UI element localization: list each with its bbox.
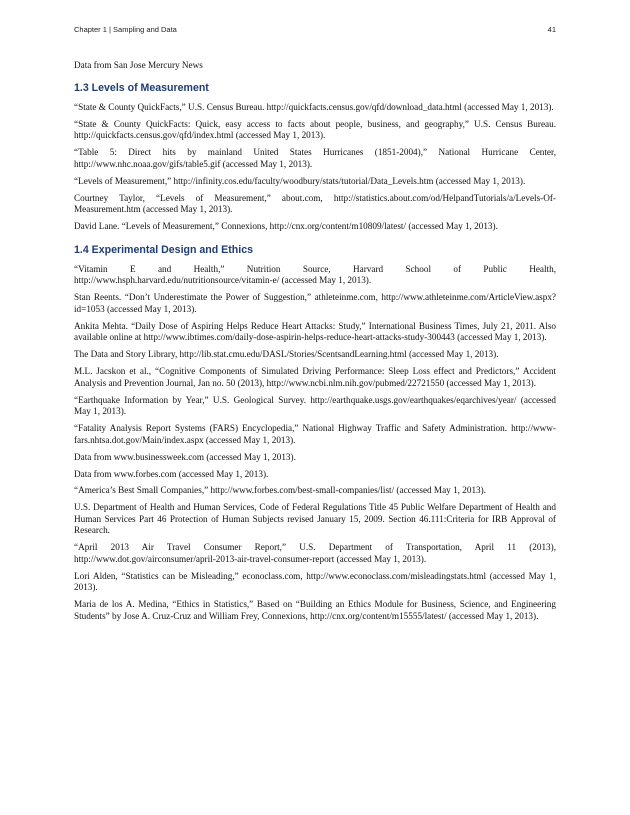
page-content [74, 59, 556, 634]
reference-item: “State & County QuickFacts,” U.S. Census Bureau. http://quickfacts.census.gov/qfd/download_data.html (accessed May 1, 2013). [74, 102, 554, 112]
page-header [74, 25, 556, 39]
reference-item: U.S. Department of Health and Human Services, Code of Federal Regulations Title 45 Public Welfare Department of Health and Human Services Part 46 Protection of Human Subjects revised January 15, 2009. Section 46.111:Criteria for IRB Approval of Research. [74, 502, 556, 536]
page-number: 41 [547, 25, 556, 34]
reference-item: “Vitamin E and Health,” Nutrition Source, Harvard School of Public Health, http://www.hsph.harvard.edu/nutritionsource/vitamin-e/ (accessed May 1, 2013). [74, 263, 556, 286]
section-heading: 1.3 Levels of Measurement [74, 82, 209, 94]
reference-item: Maria de los A. Medina, “Ethics in Statistics,” Based on “Building an Ethics Module for Business, Science, and Engineering Students” by Jose A. Cruz-Cruz and William Frey, Connexions, http://cnx.org/content/m15555/latest/ (accessed May 1, 2013). [74, 599, 556, 621]
reference-item: Lori Alden, “Statistics can be Misleading,” econoclass.com, http://www.econoclass.com/misleadingstats.html (accessed May 1, 2013). [74, 570, 556, 593]
reference-item: “Table 5: Direct hits by mainland United States Hurricanes (1851-2004),” National Hurricane Center, http://www.nhc.noaa.gov/gifs/table5.gif (accessed May 1, 2013). [74, 147, 556, 169]
reference-item: Data from www.forbes.com (accessed May 1, 2013). [74, 468, 269, 479]
reference-item: Courtney Taylor, “Levels of Measurement,” about.com, http://statistics.about.com/od/HelpandTutorials/a/Levels-Of-Measurement.htm (accessed May 1, 2013). [74, 192, 556, 215]
reference-item: Stan Reents. “Don’t Underestimate the Power of Suggestion,” athleteinme.com, http://www.athleteinme.com/ArticleView.aspx?id=1053 (accessed May 1, 2013). [74, 292, 556, 314]
reference-item: “Levels of Measurement,” http://infinity.cos.edu/faculty/woodbury/stats/tutorial/Data_Levels.htm (accessed May 1, 2013). [74, 175, 526, 186]
reference-list [74, 102, 556, 233]
reference-item: “State & County QuickFacts: Quick, easy access to facts about people, business, and geography,” U.S. Census Bureau. http://quickfacts.census.gov/qfd/index.html (accessed May 1, 2013). [74, 118, 556, 141]
reference-item: “America’s Best Small Companies,” http://www.forbes.com/best-small-companies/list/ (accessed May 1, 2013). [74, 485, 486, 496]
reference-list [74, 264, 556, 623]
intro-source-line: Data from San Jose Mercury News [74, 60, 203, 70]
section-levels-of-measurement [74, 82, 556, 233]
reference-item: “April 2013 Air Travel Consumer Report,” U.S. Department of Transportation, April 11 (2013), http://www.dot.gov/airconsumer/april-2013-air-travel-consumer-report (accessed May 1, 2013). [74, 542, 556, 564]
reference-item: “Fatality Analysis Report Systems (FARS) Encyclopedia,” National Highway Traffic and Safety Administration. http://www-fars.nhtsa.dot.gov/Main/index.aspx (accessed May 1, 2013). [74, 423, 556, 445]
reference-item: Data from www.businessweek.com (accessed May 1, 2013). [74, 451, 296, 462]
reference-item: Ankita Mehta. “Daily Dose of Aspiring Helps Reduce Heart Attacks: Study,” International Business Times, July 21, 2011. Also available online at http://www.ibtimes.com/daily-dose-aspirin-helps-reduce-heart-attacks-study-300443 (accessed May 1, 2013). [74, 320, 556, 343]
section-heading: 1.4 Experimental Design and Ethics [74, 243, 253, 256]
reference-item: The Data and Story Library, http://lib.stat.cmu.edu/DASL/Stories/ScentsandLearning.html (accessed May 1, 2013). [74, 349, 499, 360]
reference-item: David Lane. “Levels of Measurement,” Connexions, http://cnx.org/content/m10809/latest/ (accessed May 1, 2013). [74, 221, 498, 232]
reference-item: “Earthquake Information by Year,” U.S. Geological Survey. http://earthquake.usgs.gov/earthquakes/eqarchives/year/ (accessed May 1, 2013). [74, 394, 556, 417]
reference-item: M.L. Jacskon et al., “Cognitive Components of Simulated Driving Performance: Sleep Loss effect and Predictors,” Accident Analysis and Prevention Journal, Jan no. 50 (2013), http://www.ncbi.nlm.nih.gov/pubmed/22721550 (accessed May 1, 2013). [74, 366, 556, 388]
chapter-title: Chapter 1 | Sampling and Data [74, 25, 177, 34]
section-experimental-design-and-ethics [74, 244, 556, 623]
